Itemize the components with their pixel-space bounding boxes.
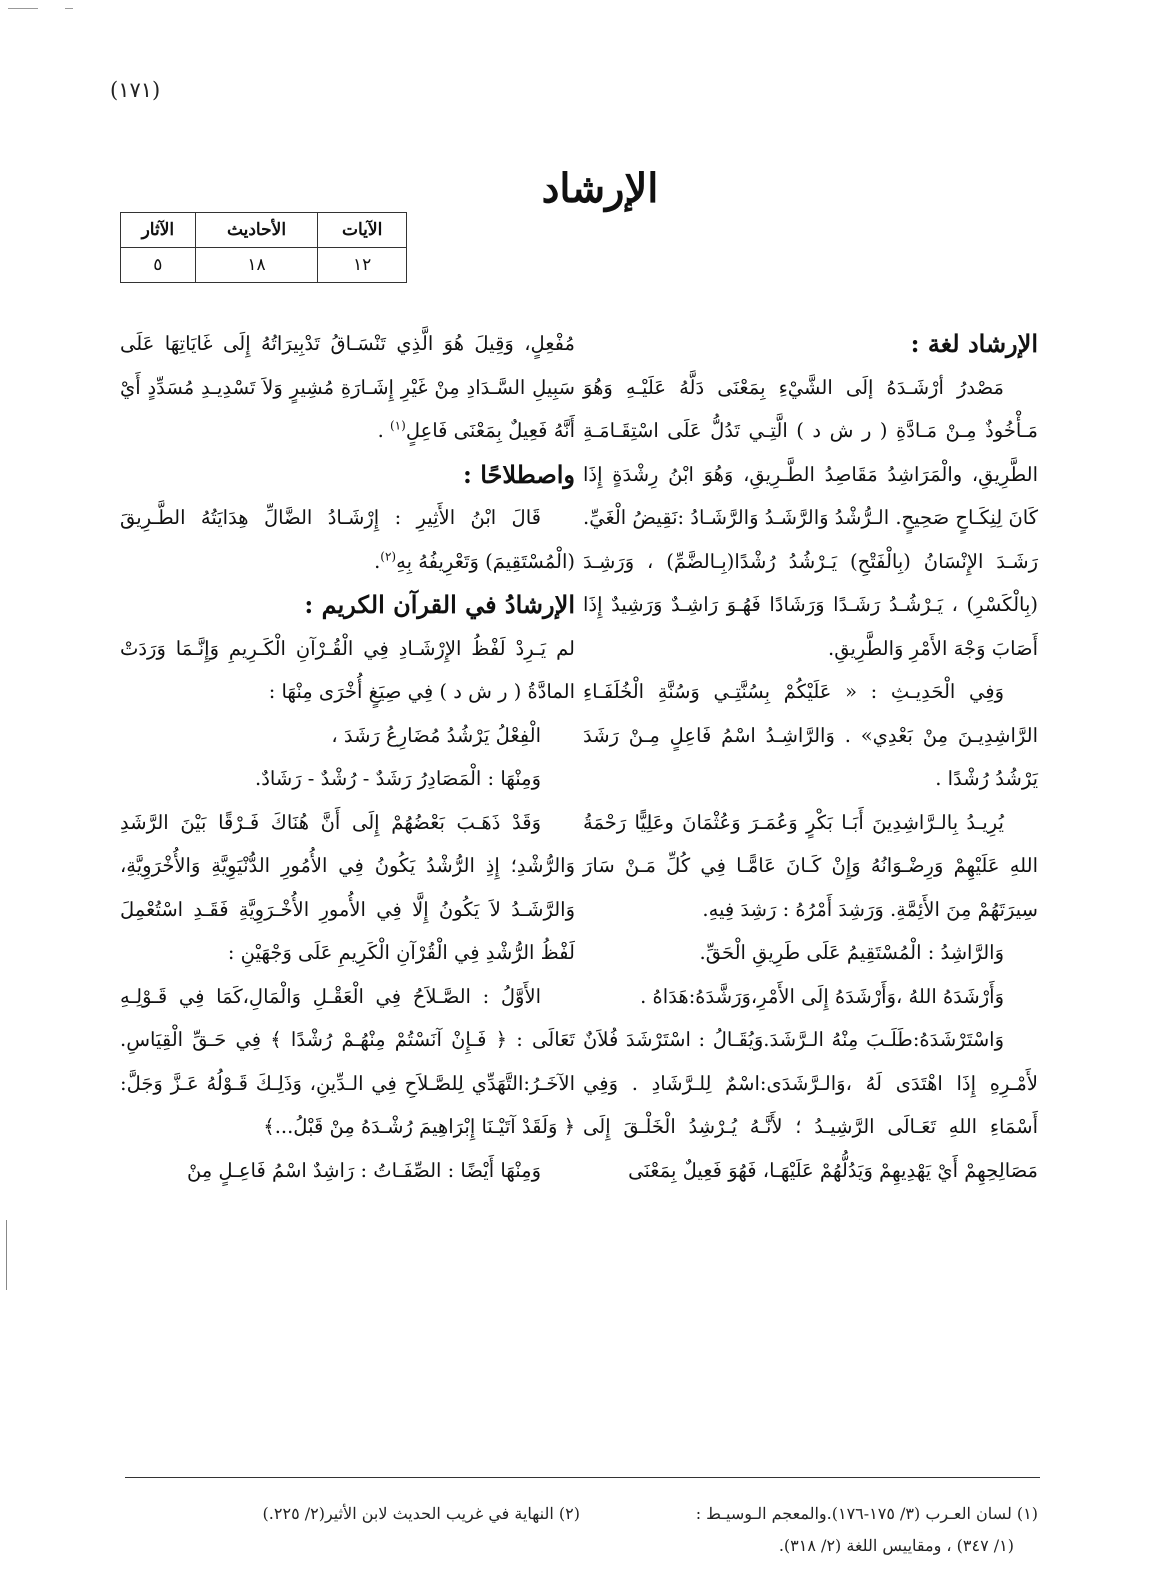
paragraph	[120, 496, 575, 583]
footnote-2	[130, 1498, 580, 1530]
paragraph-end: .	[374, 549, 381, 573]
count-athar: ٥	[121, 248, 196, 283]
paragraph-text: مُفْعِلٍ، وَقِيلَ هُوَ الَّذِي تَنْسَـاقُ تَدْبِيرَاتُهُ إِلَى غَايَاتِهَا عَلَى سَبِيلِ السَّـدَادِ مِنْ غَيْرِ إِشَـارَةِ مُشِيرٍ وَلاَ تَسْدِيـدِ مُسَدِّدٍ أَيْ أَنَّهُ فَعِيلٌ بِمَعْنَى فَاعِلٍ	[120, 332, 575, 442]
paragraph: وَاسْتَرْشَدَهُ:طَلَـبَ مِنْهُ الـرَّشَدَ.وَيُقَـالُ : اسْتَرْشَدَ فُلاَنٌ لأَمْـرِهِ إِذَا اهْتَدَى لَهُ ،وَالـرَّشَدَى:اسْمٌ لِلـرَّشَادِ . وَفِي أَسْمَاءِ اللهِ تَعَـالَى الرَّشِيـدُ ؛ لأَنَّـهُ يُـرْشِدُ الْخَلْـقَ إِلَى مَصَالِحِهِمْ أَيْ يَهْدِيهِمْ وَيَدُلُّهُمْ عَلَيْهَـا، فَهُوَ فَعِيلٌ بِمَعْنَى	[583, 1028, 1038, 1182]
paragraph: الأَوَّلُ : الصَّـلاَحُ فِي الْعَقْـلِ وَالْمَالِ،كَمَا فِي قَـوْلِـهِ تَعَالَى : ﴿ فَـإِنْ آنَسْتُمْ مِنْهُـمْ رُشْدًا ﴾ فِي حَـقِّ الْقِيَاسِ. الآخَـرُ:التَّهَدِّي لِلصَّـلاَحِ فِي الـدِّينِ، وَذَلِـكَ قَـوْلُهُ عَـزَّ وَجَلَّ: ﴿ وَلَقَدْ آتَيْـنَا إِبْرَاهِيمَ رُشْـدَهُ مِنْ قَبْلُ...﴾	[120, 984, 575, 1138]
footnote-line: (١/ ٣٤٧) ، ومقاييس اللغة (٢/ ٣١٨).	[778, 1536, 1014, 1555]
paragraph	[120, 322, 575, 453]
header-ayat: الآيات	[318, 213, 407, 248]
header-ahadith: الأحاديث	[195, 213, 318, 248]
table-header-row	[121, 213, 407, 248]
paragraph-end: .	[377, 419, 390, 442]
table-row	[121, 248, 407, 283]
header-athar: الآثار	[121, 213, 196, 248]
left-column	[120, 322, 575, 1192]
scan-corner-mark	[65, 8, 73, 9]
paragraph: وَأَرْشَدَهُ اللهُ ،وَأَرْشَدَهُ إِلَى الأَمْرِ،وَرَشَّدَهُ:هَدَاهُ .	[640, 984, 1004, 1008]
paragraph: يُرِيـدُ بِالـرَّاشِدِينَ أَبَـا بَكْرٍ وَعُمَـرَ وَعُثْمَانَ وعَلِيًّا رَحْمَةُ اللهِ عَلَيْهِمْ وَرِضْـوَانُهُ وَإِنْ كَـانَ عَامًّـا فِي كُلِّ مَـنْ سَارَ سِيرَتَهُمْ مِنَ الأَئِمَّةِ. وَرَشِدَ أَمْرُهُ : رَشِدَ فِيهِ.	[583, 810, 1038, 921]
count-ayat: ١٢	[318, 248, 407, 283]
paragraph: وَالرَّاشِدُ : الْمُسْتَقِيمُ عَلَى طَرِيقِ الْحَقِّ.	[699, 941, 1004, 964]
counts-table	[120, 212, 407, 283]
count-ahadith: ١٨	[195, 248, 318, 283]
footnote-ref: (١)	[389, 418, 406, 433]
paragraph: وَمِنْهَا : الْمَصَادِرُ رَشَدٌ - رُشْدٌ - رَشَادٌ.	[255, 767, 541, 790]
footnote-1	[583, 1498, 1038, 1562]
footnote-line: (١) لسان العـرب (٣/ ١٧٥-١٧٦).والمعجم الـوسيـط :	[695, 1504, 1038, 1523]
paragraph: مَصْدرُ أرْشَـدَهُ إلَى الشَّيْءِ بِمَعْنَى دَلَّهُ عَلَيْـهِ وَهُوَ مَـأْخُوذٌ مِـنْ مَـادَّةِ ( ر ش د ) الَّتِـي تَدُلُّ عَلَى اسْتِقَـامَـةِ الطَّرِيقِ، والْمَرَاشِدُ مَقَاصِدُ الطَّـرِيقِ، وَهُوَ ابْنُ رِشْدَةٍ إِذَا كَانَ لِنِكَـاحٍ صَحِيحٍ. الـرُّشْدُ وَالرَّشَـدُ وَالرَّشَـادُ :نَقِيضُ الْغَيِّ. رَشَـدَ الإِنْسَانُ (بِالْفَتْحِ) يَـرْشُدُ رُشْدًا(بِـالضَّمِّ) ، وَرَشِـدَ (بِالْكَسْرِ) ، يَـرْشُـدُ رَشَـدًا وَرَشَادًا فَهُـوَ رَاشِـدٌ وَرَشِيدٌ إِذَا أَصَابَ وَجْهَ الأَمْرِ وَالطَّرِيقِ.	[583, 375, 1038, 660]
heading-quran: الإرشادُ في القرآن الكريم :	[304, 590, 575, 619]
paragraph-text: قَالَ ابْنُ الأَثِيرِ : إِرْشَـادُ الضَّالِّ هِدَايَتُهُ الطَّـرِيقَ (الْمُسْتَقِيمَ) وَتَعْرِيفُهُ بِهِ	[120, 506, 575, 573]
paragraph: لم يَـرِدْ لَفْظُ الإِرْشَـادِ فِي الْقُـرْآنِ الْكَـرِيمِ وَإِنَّـمَا وَرَدَتْ المادَّةُ ( ر ش د ) فِي صِيَغٍ أُخْرَى مِنْهَا :	[120, 636, 575, 703]
footnote-ref: (٢)	[380, 549, 397, 563]
footnote-line: (٢) النهاية في غريب الحديث لابن الأثير(٢/ ٢٢٥.)	[262, 1504, 580, 1523]
scan-corner-mark	[8, 8, 38, 9]
heading-istilah: واصطلاحًا :	[462, 459, 575, 489]
page-number: (١٧١)	[110, 78, 161, 102]
footnote-divider	[125, 1477, 1040, 1478]
page-title: الإرشاد	[541, 164, 659, 212]
right-column	[583, 322, 1038, 1192]
paragraph: وَفِي الْحَدِيـثِ : « عَلَيْكُمْ بِسُنَّتِـي وَسُنَّةِ الْخُلَفَـاءِ الرَّاشِدِيـنَ مِنْ بَعْدِي» . وَالرَّاشِـدُ اسْمُ فَاعِلٍ مِـنْ رَشَدَ يَرْشُدُ رُشْدًا .	[583, 680, 1038, 790]
heading-lugha: الإرشاد لغة :	[910, 329, 1038, 358]
scan-side-mark	[6, 1220, 7, 1290]
paragraph: وَقَدْ ذَهَـبَ بَعْضُهُمْ إِلَى أَنَّ هُنَاكَ فَـرْقًا بَيْنَ الرَّشَدِ وَالرُّشْدِ؛ إِذِ الرُّشْدُ يَكُونُ فِي الأُمُورِ الدُّنْيَوِيَّةِ وَالأُخْرَوِيَّةِ، وَالرَّشَـدُ لاَ يَكُونُ إِلَّا فِي الأُمورِ الأُخْـرَوِيَّةِ فَقَـدِ اسْتُعْمِلَ لَفْظُ الرُّشْدِ فِي الْقُرْآنِ الْكَرِيمِ عَلَى وَجْهَيْنِ :	[120, 810, 575, 964]
paragraph: وَمِنْهَا أَيْضًا : الصِّفَـاتُ : رَاشِدٌ اسْمُ فَاعِـلٍ مِنْ	[186, 1158, 541, 1182]
paragraph: الْفِعْلُ يَرْشُدُ مُضَارِعُ رَشَدَ ،	[331, 723, 541, 747]
